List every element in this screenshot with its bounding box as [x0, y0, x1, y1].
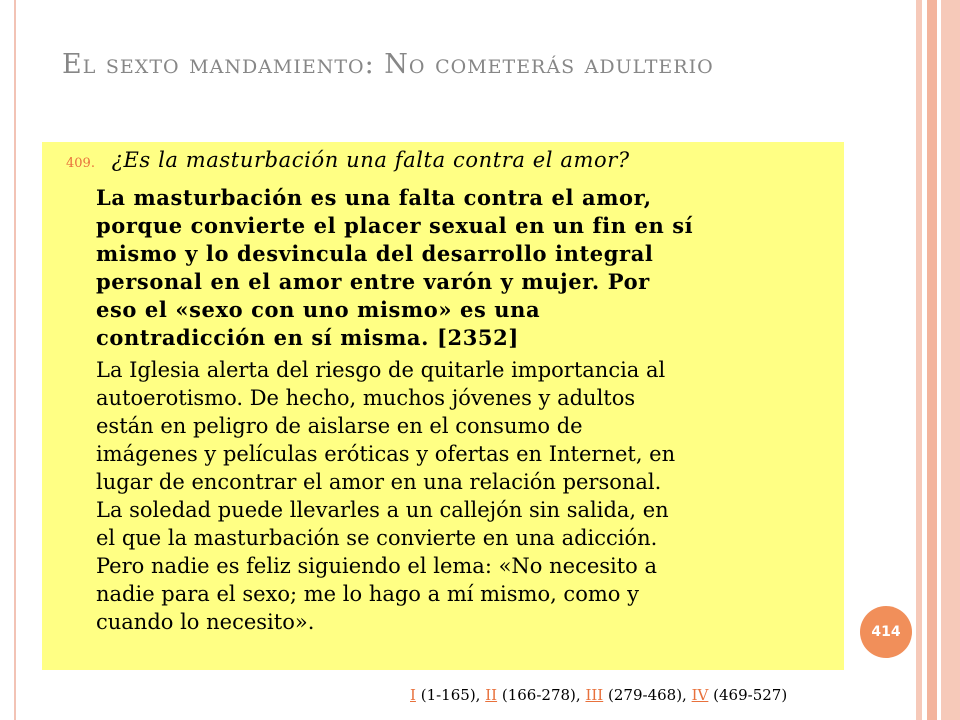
question-line [66, 146, 826, 178]
paragraph-line: el que la masturbación se convierte en una adicción. [96, 526, 658, 550]
paragraph-line: están en peligro de aislarse en el consumo de [96, 414, 583, 438]
paragraph-line: La soledad puede llevarles a un callejón sin salida, en [96, 498, 669, 522]
right-frame-stripes [916, 0, 960, 720]
footer-navigation [410, 686, 860, 704]
slide-title: El sexto mandamiento: No cometerás adulterio [62, 49, 714, 80]
footer-link-part-3[interactable]: III [585, 686, 604, 704]
question-number: 409. [66, 156, 95, 171]
answer-block [96, 184, 826, 352]
paragraph-line: Pero nadie es feliz siguiendo el lema: «No necesito a [96, 554, 658, 578]
paragraph-line: nadie para el sexo; me lo hago a mí mismo, como y [96, 582, 639, 606]
footer-link-part-2[interactable]: II [485, 686, 498, 704]
answer-line: contradicción en sí misma. [2352] [96, 325, 519, 350]
paragraph-line: lugar de encontrar el amor en una relación personal. [96, 470, 662, 494]
left-frame-border [0, 0, 16, 720]
answer-line: eso el «sexo con uno mismo» es una [96, 297, 541, 322]
paragraph-line: imágenes y películas eróticas y ofertas en Internet, en [96, 442, 676, 466]
question-text: ¿Es la masturbación una falta contra el amor? [111, 148, 630, 172]
footer-range-part-2: (166-278), [501, 686, 581, 704]
answer-line: personal en el amor entre varón y mujer. Por [96, 269, 650, 294]
footer-range-part-4: (469-527) [713, 686, 788, 704]
explanation-paragraph [96, 356, 826, 636]
paragraph-line: cuando lo necesito». [96, 610, 315, 634]
footer-range-part-1: (1-165), [420, 686, 481, 704]
footer-link-part-4[interactable]: IV [691, 686, 709, 704]
answer-line: mismo y lo desvincula del desarrollo integral [96, 241, 654, 266]
footer-range-part-3: (279-468), [608, 686, 687, 704]
paragraph-line: La Iglesia alerta del riesgo de quitarle importancia al [96, 358, 666, 382]
footer-link-part-1[interactable]: I [410, 686, 416, 704]
answer-line: La masturbación es una falta contra el amor, [96, 185, 652, 210]
answer-line: porque convierte el placer sexual en un fin en sí [96, 213, 694, 238]
paragraph-line: autoerotismo. De hecho, muchos jóvenes y adultos [96, 386, 636, 410]
page-number-badge: 414 [860, 606, 912, 658]
